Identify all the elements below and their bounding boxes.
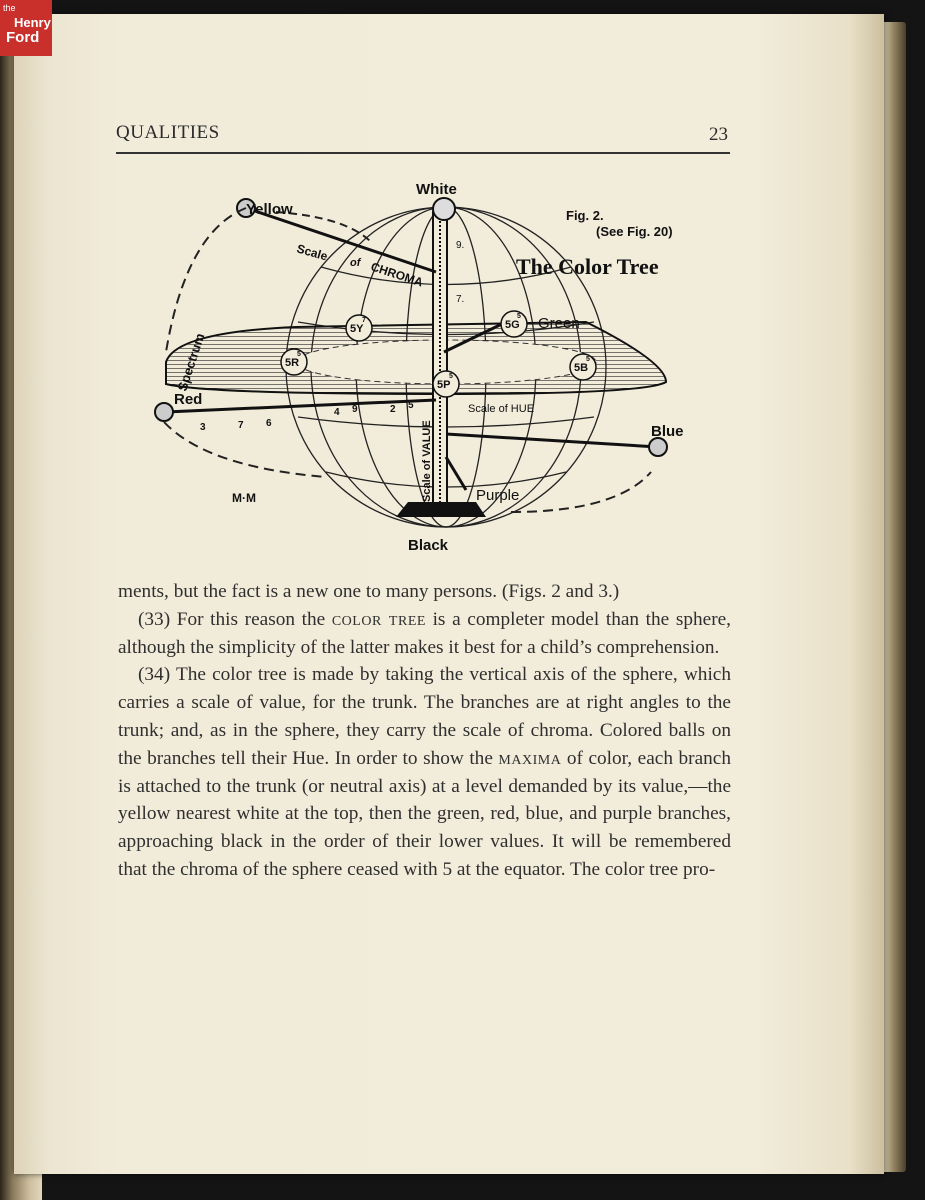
logo-ford: Ford [6,29,40,46]
p34-smallcaps: maxima [498,747,562,769]
label-spectrum: Spectrum [174,331,208,393]
body-text [118,578,731,884]
p34-text-1: (34) The color tree is made by taking the vertical axis of the sphere, which carries a scale of value, for the trunk. The branches are at right angles to the trunk; and, as in the sphere, they carry the scale of chroma. Colored balls on the branches tell their Hue. In order to show the [118,664,731,769]
label-n7b: 7 [238,420,244,431]
label-fig: Fig. 2. [566,208,604,223]
p33-text-1: (33) For this reason the [138,608,332,630]
henry-ford-logo [0,0,52,56]
label-scale: Scale [295,241,330,264]
label-scale-value: Scale of VALUE [421,420,433,502]
logo-henry: Henry [14,15,51,30]
tree-base [396,502,486,517]
label-n9: 9. [456,240,465,251]
label-5p: 5P [437,379,451,391]
p34-text-2: of color, each branch is attached to the trunk (or neutral axis) at a level demanded by its value,—the yellow nearest white at the top, then the green, red, blue, and purple branches, approaching black in the order of their lower values. It will be remembered that the chroma of the sphere ceased with 5 at the equator. The color tree pro- [118,747,731,880]
paragraph-continuation: ments, but the fact is a new one to many persons. (Figs. 2 and 3.) [118,581,620,602]
label-f2: 9 [352,404,358,415]
label-n2: 2 [390,404,396,415]
label-red: Red [174,391,203,408]
label-f1: 7 [362,317,366,324]
paragraph-33 [118,606,731,662]
red-ball [155,403,173,421]
label-n3: 3 [200,422,206,433]
logo-the: the [3,3,16,13]
p33-text-2: is a completer model than the sphere, although the simplicity of the latter makes it best for a child’s comprehension. [118,608,732,658]
label-f7: 5 [408,400,414,411]
label-see: (See Fig. 20) [596,224,673,239]
label-blue: Blue [651,423,684,440]
label-white: White [416,181,457,198]
label-f6: 5 [449,373,453,380]
label-scale-hue: Scale of HUE [468,403,535,415]
label-f3: 5 [297,351,301,358]
label-monogram: M·M [232,491,256,505]
label-of: of [350,257,361,269]
label-5b: 5B [574,362,589,374]
label-5g: 5G [505,319,520,331]
label-black: Black [408,537,449,554]
label-green: Green [538,315,580,332]
label-f4: 5 [517,313,521,320]
label-chroma: CHROMA [369,259,425,290]
blue-ball [649,438,667,456]
label-yellow: Yellow [246,201,293,218]
label-n4: 4 [334,407,340,418]
label-n6: 6 [266,418,272,429]
color-tree-figure [146,172,706,564]
page-number: 23 [709,124,728,145]
label-f5: 5 [586,356,590,363]
white-ball [433,198,455,220]
p33-smallcaps: color tree [331,608,426,630]
label-5y: 5Y [350,323,364,335]
page-header [116,120,730,154]
color-tree-illustration [146,172,706,564]
paragraph-34 [118,661,731,883]
label-purple: Purple [476,487,520,504]
running-title: QUALITIES [116,122,220,143]
label-n7: 7. [456,294,465,305]
label-title: The Color Tree [516,254,659,279]
label-5r: 5R [285,357,300,369]
